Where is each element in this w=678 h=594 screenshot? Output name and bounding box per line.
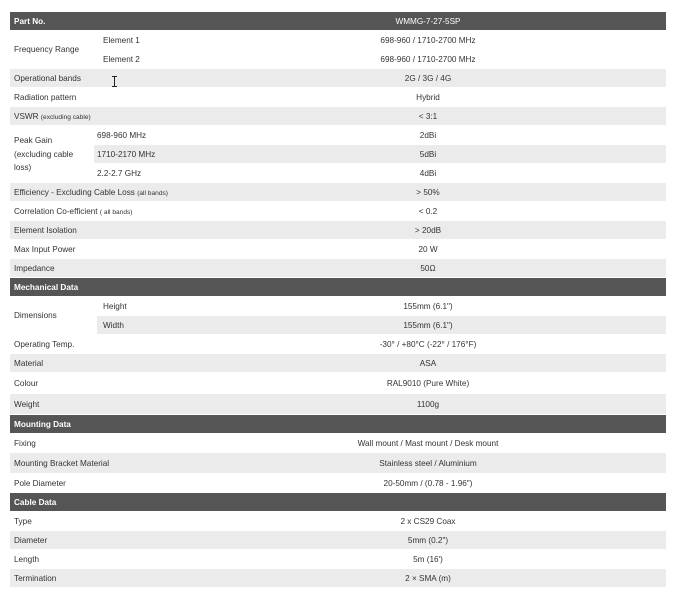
efficiency-value: > 50% bbox=[416, 188, 440, 197]
vswr-note: (excluding cable) bbox=[40, 114, 91, 121]
length-row bbox=[10, 550, 666, 569]
frequency-element-2-label: Element 2 bbox=[103, 55, 140, 64]
bracket-material-label: Mounting Bracket Material bbox=[14, 459, 110, 468]
max-input-power-value: 20 W bbox=[418, 245, 438, 254]
efficiency-row bbox=[10, 183, 666, 202]
bracket-material-row bbox=[10, 453, 666, 474]
dimensions-width-value: 155mm (6.1") bbox=[403, 321, 453, 330]
correlation-label: Correlation Co-efficient ( all bands) bbox=[14, 207, 133, 216]
operating-temp-label: Operating Temp. bbox=[14, 340, 75, 349]
bracket-material-value: Stainless steel / Aluminium bbox=[379, 459, 477, 468]
frequency-range-label: Frequency Range bbox=[14, 45, 80, 55]
dimensions-width-label: Width bbox=[103, 321, 124, 330]
operational-bands-label: Operational bands bbox=[14, 74, 81, 83]
peak-gain-band-2: 1710-2170 MHz bbox=[97, 150, 156, 159]
colour-label: Colour bbox=[14, 379, 39, 388]
type-label: Type bbox=[14, 517, 32, 526]
correlation-note: ( all bands) bbox=[99, 209, 133, 216]
peak-gain-band-1: 698-960 MHz bbox=[97, 131, 147, 140]
peak-gain-value-2: 5dBi bbox=[419, 150, 437, 159]
vswr-label: VSWR (excluding cable) bbox=[14, 112, 91, 121]
radiation-pattern-row bbox=[10, 88, 666, 107]
text-cursor-icon bbox=[114, 76, 115, 87]
dimensions-group bbox=[10, 297, 666, 335]
dimensions-width-row bbox=[97, 316, 666, 335]
operating-temp-row bbox=[10, 335, 666, 354]
spec-table bbox=[10, 12, 666, 588]
max-input-power-row bbox=[10, 240, 666, 259]
efficiency-label: Efficiency - Excluding Cable Loss (all bands) bbox=[14, 188, 168, 197]
operating-temp-value: -30° / +80°C (-22° / 176°F) bbox=[379, 340, 477, 349]
mounting-data-title: Mounting Data bbox=[14, 420, 71, 429]
impedance-label: Impedance bbox=[14, 264, 55, 273]
part-no-row bbox=[10, 12, 666, 31]
pole-diameter-label: Pole Diameter bbox=[14, 479, 66, 488]
material-value: ASA bbox=[419, 359, 437, 368]
colour-row bbox=[10, 373, 666, 394]
termination-value: 2 × SMA (m) bbox=[405, 574, 451, 583]
weight-value: 1100g bbox=[416, 400, 440, 409]
frequency-range-group bbox=[10, 31, 666, 69]
material-label: Material bbox=[14, 359, 44, 368]
type-value: 2 x CS29 Coax bbox=[400, 517, 456, 526]
dimensions-height-row bbox=[10, 297, 666, 316]
termination-row bbox=[10, 569, 666, 588]
frequency-element-1-row bbox=[10, 31, 666, 50]
colour-value: RAL9010 (Pure White) bbox=[386, 379, 470, 388]
diameter-label: Diameter bbox=[14, 536, 48, 545]
frequency-element-2-row bbox=[10, 50, 666, 69]
frequency-element-1-value: 698-960 / 1710-2700 MHz bbox=[380, 36, 476, 45]
length-label: Length bbox=[14, 555, 40, 564]
max-input-power-label: Max Input Power bbox=[14, 245, 76, 254]
fixing-value: Wall mount / Mast mount / Desk mount bbox=[357, 439, 499, 448]
peak-gain-group bbox=[10, 126, 666, 183]
vswr-row bbox=[10, 107, 666, 126]
dimensions-height-label: Height bbox=[103, 302, 127, 311]
weight-label: Weight bbox=[14, 400, 40, 409]
peak-gain-row-3 bbox=[10, 164, 666, 183]
peak-gain-row-2 bbox=[94, 145, 666, 164]
diameter-row bbox=[10, 531, 666, 550]
radiation-pattern-value: Hybrid bbox=[416, 93, 440, 102]
peak-gain-label-line-2: (excluding cable bbox=[14, 149, 74, 159]
pole-diameter-value: 20-50mm / (0.78 - 1.96") bbox=[383, 479, 473, 488]
peak-gain-band-3: 2.2-2.7 GHz bbox=[97, 169, 142, 178]
termination-label: Termination bbox=[14, 574, 57, 583]
impedance-value: 50Ω bbox=[420, 264, 436, 273]
length-value: 5m (16') bbox=[413, 555, 443, 564]
mechanical-data-header bbox=[10, 278, 666, 297]
type-row bbox=[10, 512, 666, 531]
operational-bands-row bbox=[10, 69, 666, 88]
correlation-value: < 0.2 bbox=[418, 207, 438, 216]
pole-diameter-row bbox=[10, 474, 666, 493]
vswr-value: < 3:1 bbox=[418, 112, 438, 121]
peak-gain-row-1 bbox=[10, 126, 666, 145]
peak-gain-value-1: 2dBi bbox=[419, 131, 437, 140]
element-isolation-value: > 20dB bbox=[414, 226, 442, 235]
peak-gain-label-line-1: Peak Gain bbox=[14, 136, 53, 146]
peak-gain-value-3: 4dBi bbox=[419, 169, 437, 178]
element-isolation-row bbox=[10, 221, 666, 240]
correlation-row bbox=[10, 202, 666, 221]
element-isolation-label: Element Isolation bbox=[14, 226, 77, 235]
fixing-row bbox=[10, 434, 666, 453]
efficiency-note: (all bands) bbox=[137, 190, 168, 197]
dimensions-height-value: 155mm (6.1") bbox=[403, 302, 453, 311]
peak-gain-label-line-3: loss) bbox=[14, 163, 32, 173]
operational-bands-value: 2G / 3G / 4G bbox=[404, 74, 452, 83]
fixing-label: Fixing bbox=[14, 439, 36, 448]
frequency-element-1-label: Element 1 bbox=[103, 36, 140, 45]
frequency-element-2-value: 698-960 / 1710-2700 MHz bbox=[380, 55, 476, 64]
cable-data-header bbox=[10, 493, 666, 512]
mechanical-data-title: Mechanical Data bbox=[14, 283, 79, 292]
mounting-data-header bbox=[10, 415, 666, 434]
part-no-value: WMMG-7-27-5SP bbox=[395, 17, 461, 26]
material-row bbox=[10, 354, 666, 373]
diameter-value: 5mm (0.2") bbox=[407, 536, 449, 545]
weight-row bbox=[10, 394, 666, 415]
part-no-label: Part No. bbox=[14, 17, 46, 26]
peak-gain-label bbox=[14, 126, 73, 183]
dimensions-label: Dimensions bbox=[14, 311, 57, 321]
radiation-pattern-label: Radiation pattern bbox=[14, 93, 77, 102]
impedance-row bbox=[10, 259, 666, 278]
cable-data-title: Cable Data bbox=[14, 498, 57, 507]
